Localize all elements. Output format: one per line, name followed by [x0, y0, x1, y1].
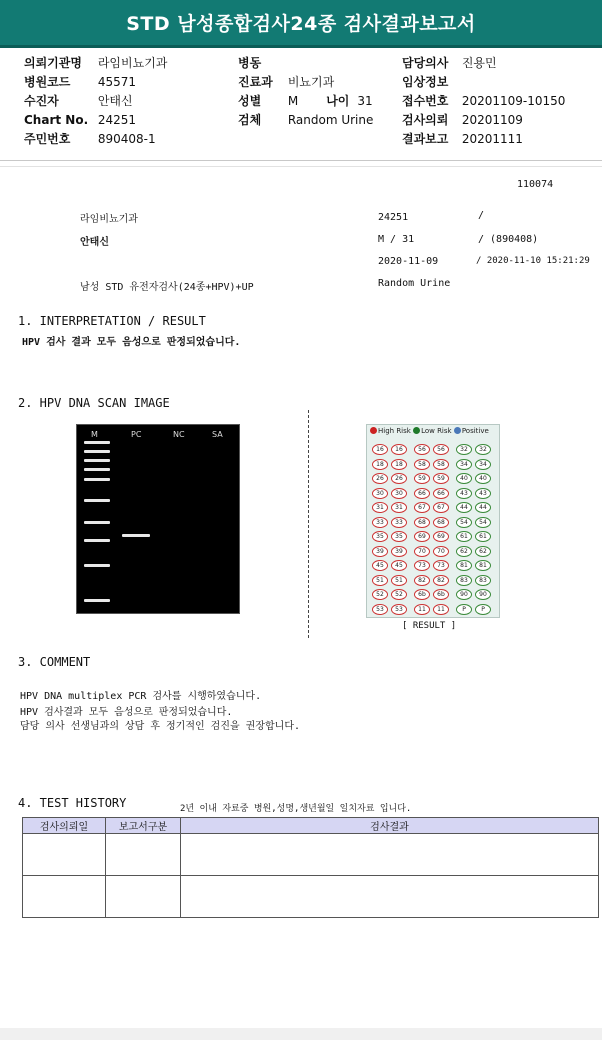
info-key: 성별: [238, 94, 262, 108]
summary-date-reported: / 2020-11-10 15:21:29: [476, 256, 590, 266]
table-cell: [23, 876, 106, 918]
summary-birth: / (890408): [478, 234, 539, 245]
info-value: 진용민: [461, 56, 497, 70]
chip-probe-spot: 82: [414, 575, 430, 586]
info-value: Random Urine: [287, 113, 374, 127]
info-key: 의뢰기관명: [24, 56, 82, 70]
ladder-band: [84, 564, 110, 567]
chip-probe-spot: 11: [414, 604, 430, 615]
chip-probe-spot: 18: [391, 459, 407, 470]
chip-probe-spot: 69: [433, 531, 449, 542]
history-header-cell: 검사결과: [181, 818, 599, 834]
chip-probe-spot: 26: [372, 473, 388, 484]
pc-band: [122, 534, 150, 537]
chip-probe-spot: 69: [414, 531, 430, 542]
chip-probe-spot: 30: [372, 488, 388, 499]
summary-patient: 안태신: [80, 237, 109, 248]
section-history-title: 4. TEST HISTORY: [18, 796, 127, 810]
chip-probe-spot: 70: [433, 546, 449, 557]
chip-probe-spot: P: [475, 604, 491, 615]
comment-line: HPV DNA multiplex PCR 검사를 시행하였습니다.: [20, 691, 262, 702]
low-risk-dot-icon: [413, 427, 420, 434]
report-code: 110074: [517, 179, 554, 190]
chip-probe-spot: 66: [433, 488, 449, 499]
high-risk-dot-icon: [370, 427, 377, 434]
comment-line: HPV 검사결과 모두 음성으로 판정되었습니다.: [20, 707, 233, 718]
summary-specimen: Random Urine: [378, 278, 451, 289]
chip-probe-spot: 58: [433, 459, 449, 470]
info-key: 병원코드: [24, 75, 71, 89]
info-value: 비뇨기과: [287, 75, 335, 89]
chip-probe-spot: 56: [433, 444, 449, 455]
history-table: [22, 817, 599, 918]
ladder-band: [84, 450, 110, 453]
info-key: 병동: [238, 56, 262, 70]
chip-probe-spot: 52: [372, 589, 388, 600]
legend-positive: Positive: [461, 427, 489, 435]
info-key: 진료과: [238, 75, 273, 89]
chip-probe-spot: 31: [372, 502, 388, 513]
gel-lane-label: PC: [131, 430, 142, 439]
chip-probe-spot: 61: [456, 531, 472, 542]
age-value: 31: [357, 94, 373, 108]
chip-probe-spot: 40: [456, 473, 472, 484]
chip-probe-spot: 59: [414, 473, 430, 484]
info-column-3: [402, 54, 565, 149]
chip-probe-spot: 34: [456, 459, 472, 470]
info-key: 수진자: [24, 94, 59, 108]
chip-probe-spot: P: [456, 604, 472, 615]
section-interpretation-title: 1. INTERPRETATION / RESULT: [18, 314, 206, 328]
ladder-band: [84, 441, 110, 444]
info-key: 결과보고: [402, 132, 449, 146]
history-header-row: [23, 818, 599, 834]
hpv-chip-image: [366, 424, 500, 618]
chip-probe-spot: 54: [475, 517, 491, 528]
table-cell: [181, 834, 599, 876]
chip-probe-spot: 59: [433, 473, 449, 484]
chip-probe-spot: 39: [391, 546, 407, 557]
chip-probe-spot: 39: [372, 546, 388, 557]
chip-probe-spot: 83: [456, 575, 472, 586]
positive-dot-icon: [454, 427, 461, 434]
chip-probe-spot: 90: [475, 589, 491, 600]
info-value: 45571: [97, 75, 137, 89]
report-title: STD 남성종합검사24종 검사결과보고서: [126, 13, 476, 35]
info-column-2: [238, 54, 373, 130]
interpretation-text: HPV 검사 결과 모두 음성으로 판정되었습니다.: [22, 337, 241, 348]
chip-probe-spot: 35: [391, 531, 407, 542]
history-header-cell: 검사의뢰일: [23, 818, 106, 834]
chip-probe-spot: 53: [372, 604, 388, 615]
table-cell: [106, 834, 181, 876]
legend-low-risk: Low Risk: [421, 427, 452, 435]
summary-clinic: 라임비뇨기과: [80, 214, 138, 225]
chip-probe-spot: 33: [372, 517, 388, 528]
chip-probe-spot: 6b: [433, 589, 449, 600]
header-divider: [0, 160, 602, 161]
chip-probe-spot: 58: [414, 459, 430, 470]
section-comment-title: 3. COMMENT: [18, 655, 91, 669]
ladder-band: [84, 599, 110, 602]
info-value: 890408-1: [97, 132, 156, 146]
chip-probe-spot: 30: [391, 488, 407, 499]
chip-probe-spot: 53: [391, 604, 407, 615]
info-value: 라임비뇨기과: [97, 56, 168, 70]
info-value: 안태신: [97, 94, 133, 108]
section-scan-title: 2. HPV DNA SCAN IMAGE: [18, 396, 170, 410]
age-key: 나이: [326, 94, 350, 108]
chip-probe-spot: 16: [391, 444, 407, 455]
info-value: 20201109-10150: [461, 94, 566, 108]
info-key: 주민번호: [24, 132, 71, 146]
gel-image: [76, 424, 240, 614]
chip-probe-spot: 35: [372, 531, 388, 542]
divider-dashed-line: [308, 410, 309, 638]
chip-probe-spot: 33: [391, 517, 407, 528]
chip-probe-spot: 32: [475, 444, 491, 455]
summary-test-name: 남성 STD 유전자검사(24종+HPV)+UP: [80, 282, 254, 293]
history-note: 2년 이내 자료중 병원,성명,생년월일 일치자료 입니다.: [180, 804, 412, 814]
chip-legend: [370, 427, 489, 435]
chip-probe-spot: 82: [433, 575, 449, 586]
info-key: 접수번호: [402, 94, 449, 108]
ladder-band: [84, 539, 110, 542]
chip-probe-spot: 26: [391, 473, 407, 484]
chip-probe-spot: 61: [475, 531, 491, 542]
chip-probe-spot: 40: [475, 473, 491, 484]
info-value: 24251: [97, 113, 137, 127]
chip-probe-spot: 44: [456, 502, 472, 513]
chip-probe-spot: 73: [414, 560, 430, 571]
table-cell: [23, 834, 106, 876]
summary-date-received: 2020-11-09: [378, 256, 439, 267]
info-key: 검체: [238, 113, 262, 127]
chip-probe-spot: 66: [414, 488, 430, 499]
legend-high-risk: High Risk: [378, 427, 411, 435]
table-row: [23, 834, 599, 876]
chip-probe-spot: 45: [391, 560, 407, 571]
chip-probe-spot: 34: [475, 459, 491, 470]
info-key: Chart No.: [24, 113, 89, 127]
info-key: 임상정보: [402, 75, 449, 89]
chip-probe-spot: 67: [414, 502, 430, 513]
ladder-band: [84, 499, 110, 502]
ladder-band: [84, 478, 110, 481]
chip-probe-spot: 6b: [414, 589, 430, 600]
info-value: 20201111: [461, 132, 523, 146]
chip-probe-spot: 62: [456, 546, 472, 557]
chip-probe-spot: 70: [414, 546, 430, 557]
chip-probe-spot: 56: [414, 444, 430, 455]
gel-lane-label: M: [91, 430, 98, 439]
chip-probe-spot: 90: [456, 589, 472, 600]
chip-probe-spot: 81: [456, 560, 472, 571]
info-key: 담당의사: [402, 56, 449, 70]
chip-probe-spot: 51: [372, 575, 388, 586]
info-value: M: [287, 94, 299, 108]
chip-probe-spot: 43: [475, 488, 491, 499]
summary-slash: /: [478, 210, 485, 221]
ladder-band: [84, 521, 110, 524]
chip-probe-spot: 62: [475, 546, 491, 557]
info-column-1: [24, 54, 167, 149]
header-divider-2: [0, 166, 602, 167]
page-footer-strip: [0, 1028, 602, 1040]
chip-probe-spot: 52: [391, 589, 407, 600]
chip-probe-spot: 18: [372, 459, 388, 470]
chip-result-caption: [ RESULT ]: [402, 621, 457, 631]
table-cell: [181, 876, 599, 918]
chip-probe-spot: 44: [475, 502, 491, 513]
chip-probe-spot: 73: [433, 560, 449, 571]
chip-probe-spot: 45: [372, 560, 388, 571]
summary-sex-age: M / 31: [378, 234, 415, 245]
chip-probe-spot: 31: [391, 502, 407, 513]
chip-probe-spot: 67: [433, 502, 449, 513]
history-header-cell: 보고서구분: [106, 818, 181, 834]
table-row: [23, 876, 599, 918]
chip-probe-spot: 68: [433, 517, 449, 528]
chip-probe-spot: 54: [456, 517, 472, 528]
chip-probe-spot: 83: [475, 575, 491, 586]
chip-probe-spot: 32: [456, 444, 472, 455]
info-key: 검사의뢰: [402, 113, 449, 127]
chip-probe-spot: 11: [433, 604, 449, 615]
report-title-bar: [0, 0, 602, 48]
chip-probe-spot: 51: [391, 575, 407, 586]
ladder-band: [84, 459, 110, 462]
summary-chart-no: 24251: [378, 212, 409, 223]
gel-lane-label: NC: [173, 430, 185, 439]
chip-probe-spot: 16: [372, 444, 388, 455]
chip-probe-spot: 68: [414, 517, 430, 528]
chip-probe-spot: 81: [475, 560, 491, 571]
table-cell: [106, 876, 181, 918]
ladder-band: [84, 468, 110, 471]
info-value: 20201109: [461, 113, 523, 127]
comment-line: 담당 의사 선생님과의 상담 후 정기적인 검진을 권장합니다.: [20, 721, 301, 732]
gel-lane-label: SA: [212, 430, 223, 439]
chip-probe-spot: 43: [456, 488, 472, 499]
